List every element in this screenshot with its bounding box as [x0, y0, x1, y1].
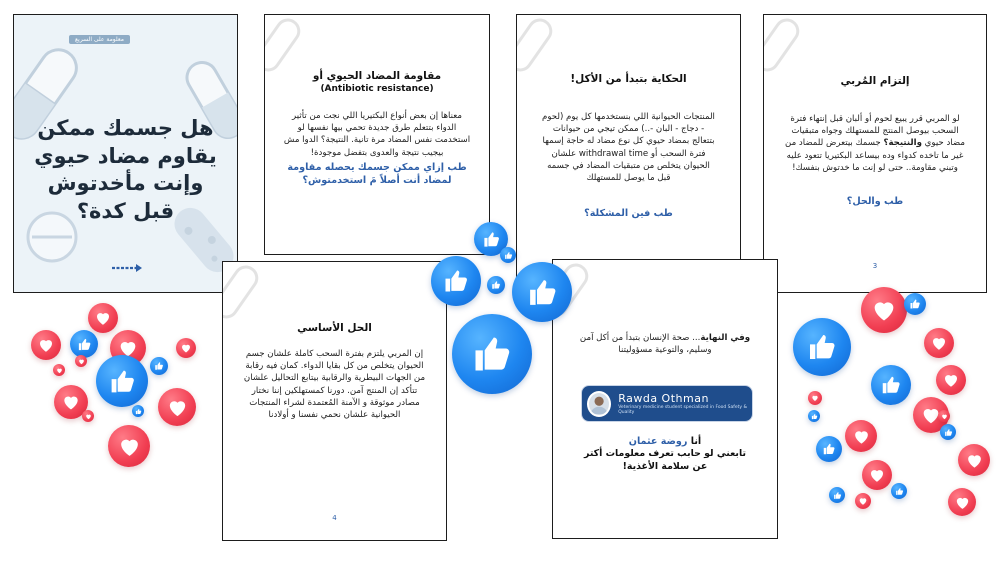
thumbs-up-icon [891, 483, 907, 499]
card-body [774, 113, 976, 174]
heart-icon [176, 338, 196, 358]
card-body-part: لو المربي قرر يبيع لحوم أو ألبان قبل إنتهاء فترة السحب بيوصل المنتج للمستهلك وجواه متبقيات مضاد حيوي [790, 114, 965, 149]
solution-card [222, 261, 447, 541]
author-prefix: أنا [690, 436, 702, 447]
thumbs-up-icon [96, 355, 148, 407]
thumbs-up-icon [500, 247, 516, 263]
author-name: روضة عثمان [628, 436, 688, 447]
heart-icon [88, 303, 118, 333]
thumbs-up-icon [132, 405, 144, 417]
ending-bold: وفي النهاية [700, 333, 751, 343]
card-title-en: (Antibiotic resistance) [320, 84, 434, 94]
card-title: إلتزام المُربي [840, 75, 910, 87]
page-number: 4 [332, 514, 337, 522]
thumbs-up-icon [940, 424, 956, 440]
heart-icon [924, 328, 954, 358]
thumbs-up-icon [829, 487, 845, 503]
card-title: الحكاية بتبدأ من الأكل! [570, 73, 687, 85]
card-title: الحل الأساسي [297, 322, 372, 334]
heart-icon [958, 444, 990, 476]
card-body-part: جسمك بيتعرض للمضاد من غير ما تاخده كدواء وده بيساعد البكتيريا تتعود عليه وتبني مقاومة.. حتى لو إنت ما خدتوش بنفسك! [785, 138, 964, 173]
story-card [516, 14, 741, 293]
heart-icon [862, 460, 892, 490]
heart-icon [75, 355, 87, 367]
heart-icon [855, 493, 871, 509]
breeder-card [763, 14, 987, 293]
author-line [563, 436, 767, 447]
card-question: طب فين المشكلة؟ [584, 208, 673, 220]
thumbs-up-icon [808, 410, 820, 422]
profile-subtitle: Veterinary medicine student specialized in Food Safety & Quality [618, 404, 748, 415]
arrow-icon [110, 263, 144, 273]
thumbs-up-icon [816, 436, 842, 462]
thumbs-up-icon [487, 276, 505, 294]
resistance-card [264, 14, 490, 255]
heart-icon [82, 410, 94, 422]
heart-icon [158, 388, 196, 426]
cover-title: هل جسمك ممكن يقاوم مضاد حيوي وإنت مأخدتوش قبل كدة؟ [34, 116, 217, 224]
card-body: المنتجات الحيوانية اللي بنستخدمها كل يوم (لحوم - دجاج - البان -..) ممكن تيجي من حيوانات بتتعالج بمضاد حيوي كل نوع مضاد له حاجة إسمها فترة السحب أو withdrawal time علشان الحيوان يتخلص من متبقيات المضاد في جسمه قبل ما يوصل للمستهلك [542, 112, 715, 184]
page-number: 3 [872, 262, 878, 270]
card-question: طب والحل؟ [846, 196, 904, 208]
ending-lead: ... صحة الإنسان بتبدأ من أكل آمن وسليم، والتوعية مسؤوليتنا [579, 333, 712, 356]
card-question: طب إزاي ممكن جسمك يحصله مقاومة لمضاد أنت أصلاً مَ استخدمتوش؟ [287, 161, 467, 186]
heart-icon [808, 391, 822, 405]
heart-icon [108, 425, 150, 467]
heart-icon [938, 410, 950, 422]
card-body: إن المربي يلتزم بفترة السحب كاملة علشان جسم الحيوان يتخلص من كل بقايا الدواء. كمان فيه رقابة من الجهات البيطرية والرقابية بيتابع التحاليل علشان تتأكد إن المنتج آمن. دورنا كمستهلكين إننا نختار مصادر موثوقة و الآمنة المُعتمدة لشراء المنتجات الحيوانية علشان نحمي نفسنا و أولادنا [243, 349, 426, 421]
thumbs-up-icon [871, 365, 911, 405]
ending-text [563, 332, 767, 356]
heart-icon [861, 287, 907, 333]
heart-icon [948, 488, 976, 516]
follow-text: تابعني لو حابب تعرف معلومات أكتر عن سلامة الأغذية! [583, 448, 746, 472]
thumbs-up-icon [452, 314, 532, 394]
profile-name: Rawda Othman [618, 391, 709, 405]
thumbs-up-icon [793, 318, 851, 376]
heart-icon [31, 330, 61, 360]
ending-card [552, 259, 778, 539]
profile-banner [581, 385, 753, 422]
thumbs-up-icon [70, 330, 98, 358]
heart-icon [936, 365, 966, 395]
thumbs-up-icon [904, 293, 926, 315]
cover-card [13, 14, 238, 293]
card-body: معناها إن بعض أنواع البكتيريا اللي نجت من تأثير الدواء بتتعلم طرق جديدة تحمي بيها نفسها لو استخدمت نفس المضاد مرة تانية. النتيجة؟ الدوا مش بيجيب نتيجة والعدوى بتفضل موجودة! [283, 111, 471, 158]
avatar [587, 391, 611, 417]
heart-icon [53, 364, 65, 376]
category-tag: معلومة على السريع [69, 35, 130, 44]
card-title: مقاومة المضاد الحيوي أو [312, 70, 442, 82]
card-body-bold: والنتيجة؟ [883, 138, 922, 149]
thumbs-up-icon [150, 357, 168, 375]
heart-icon [845, 420, 877, 452]
